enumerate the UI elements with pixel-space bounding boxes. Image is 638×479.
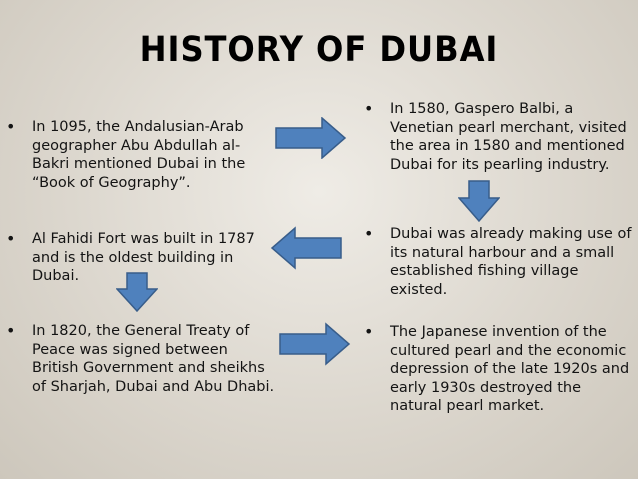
arrow-right-icon (275, 117, 347, 159)
bullet-item-4 (364, 100, 636, 176)
bullet-marker: • (6, 321, 16, 340)
bullet-item-1 (6, 117, 276, 191)
bullet-marker: • (6, 229, 16, 248)
arrow-down-icon (458, 180, 500, 222)
bullet-marker: • (6, 117, 16, 136)
bullet-text: The Japanese invention of the cultured pearl and the economic depression of the late 1920s and early 1930s destroyed the natural pearl market. (390, 324, 630, 414)
bullet-marker: • (364, 322, 374, 341)
bullet-text: In 1095, the Andalusian-Arab geographer Abu Abdullah al-Bakri mentioned Dubai in the “Book of Geography”. (32, 119, 246, 191)
bullet-text: Dubai was already making use of its natural harbour and a small established fishing village existed. (390, 226, 632, 298)
bullet-item-5 (364, 224, 636, 298)
bullet-item-3 (6, 322, 276, 398)
arrow-left-icon (270, 226, 342, 270)
bullet-text: In 1820, the General Treaty of Peace was signed between British Government and sheikhs of Sharjah, Dubai and Abu Dhabi. (32, 323, 275, 395)
bullet-text: In 1580, Gaspero Balbi, a Venetian pearl merchant, visited the area in 1580 and mentioned Dubai for its pearling industry. (390, 101, 627, 173)
arrow-down-icon (116, 272, 158, 312)
arrow-right-icon (279, 322, 351, 366)
bullet-item-6 (364, 323, 636, 419)
bullet-marker: • (364, 224, 374, 243)
bullet-text: Al Fahidi Fort was built in 1787 and is the oldest building in Dubai. (32, 231, 255, 284)
slide-title: HISTORY OF DUBAI (139, 30, 499, 70)
bullet-marker: • (364, 99, 374, 118)
